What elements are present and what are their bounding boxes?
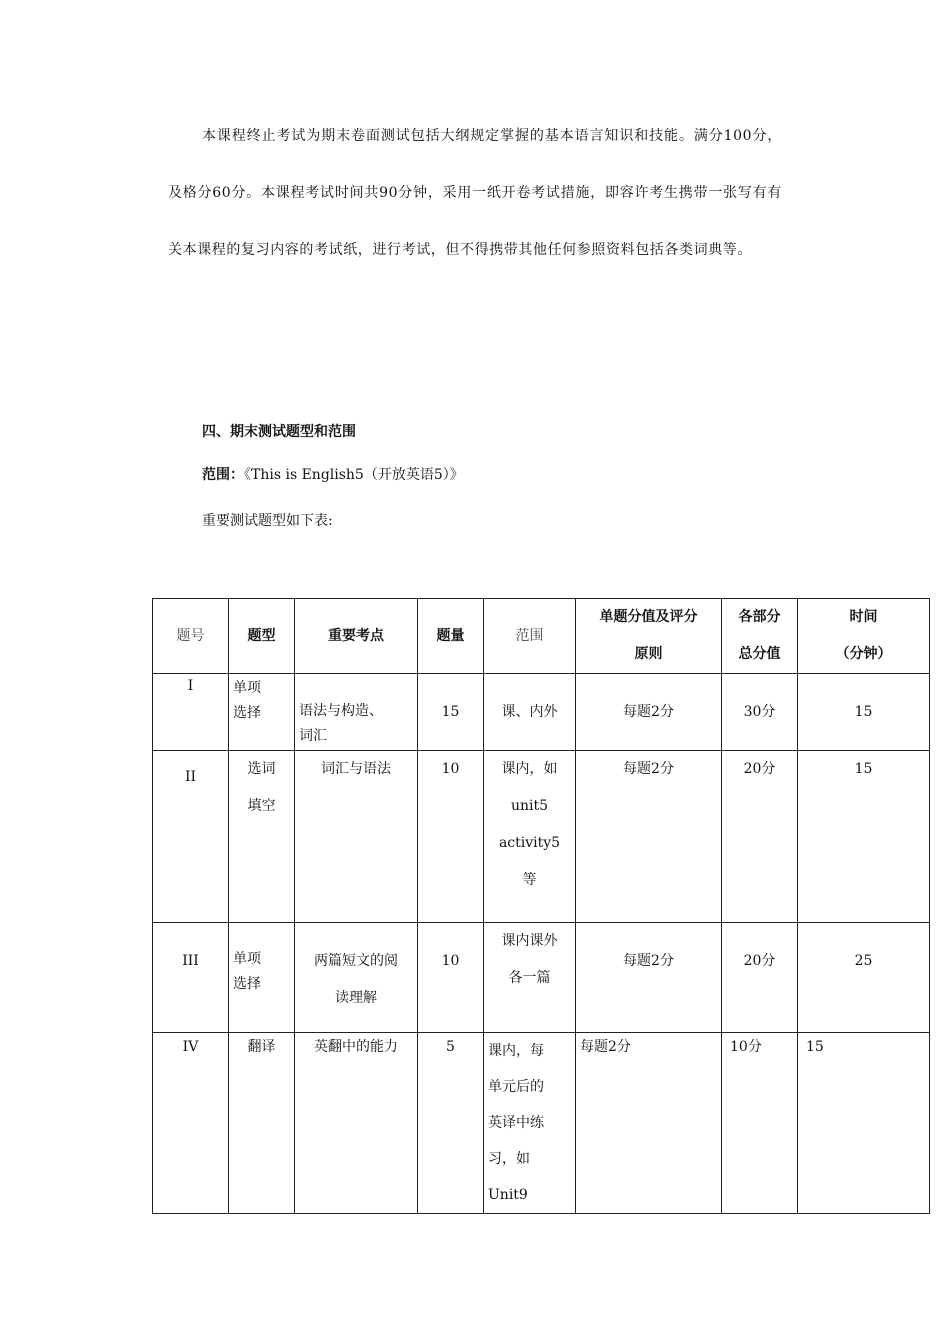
header-score-rule-line2: 原则 bbox=[634, 646, 663, 662]
cell-count: 10 bbox=[418, 751, 484, 923]
cell-type-line: 填空 bbox=[247, 798, 276, 814]
header-points: 重要考点 bbox=[295, 599, 418, 674]
cell-points: 词汇与语法 bbox=[295, 751, 418, 923]
cell-score: 每题2分 bbox=[576, 1033, 722, 1214]
cell-range-line: 单元后的 bbox=[488, 1079, 544, 1095]
cell-points bbox=[295, 923, 418, 1033]
cell-range-line: 课内，每 bbox=[488, 1043, 544, 1059]
cell-no: I bbox=[153, 674, 229, 751]
header-time-line1: 时间 bbox=[849, 609, 878, 625]
table-row bbox=[153, 1033, 930, 1214]
cell-type-line: 选择 bbox=[233, 705, 261, 721]
header-score-rule bbox=[576, 599, 722, 674]
cell-score: 每题2分 bbox=[576, 751, 722, 923]
cell-type-line: 单项 bbox=[233, 951, 261, 967]
cell-type bbox=[229, 674, 295, 751]
cell-type bbox=[229, 751, 295, 923]
cell-range-line: activity5 bbox=[498, 835, 561, 851]
intro-paragraph: 本课程终止考试为期末卷面测试包括大纲规定掌握的基本语言知识和技能。满分100分，及格分60分。本课程考试时间共90分钟，采用一纸开卷考试措施，即容许考生携带一张写有有关本课程的复习内容的考试纸，进行考试，但不得携带其他任何参照资料包括各类词典等。 bbox=[168, 128, 782, 258]
cell-type: 翻译 bbox=[229, 1033, 295, 1214]
header-total-line1: 各部分 bbox=[738, 609, 781, 625]
header-no: 题号 bbox=[153, 599, 229, 674]
cell-type-line: 选择 bbox=[233, 976, 261, 992]
cell-time: 15 bbox=[798, 674, 930, 751]
cell-range-line: unit5 bbox=[510, 798, 549, 814]
cell-total: 20分 bbox=[722, 923, 798, 1033]
cell-points: 英翻中的能力 bbox=[295, 1033, 418, 1214]
cell-count: 15 bbox=[418, 674, 484, 751]
cell-time: 15 bbox=[798, 1033, 930, 1214]
cell-score: 每题2分 bbox=[576, 674, 722, 751]
header-range: 范围 bbox=[484, 599, 576, 674]
cell-range-line: 课内，如 bbox=[501, 761, 558, 777]
cell-type-line: 选词 bbox=[247, 761, 276, 777]
cell-type bbox=[229, 923, 295, 1033]
cell-range bbox=[484, 751, 576, 923]
header-time bbox=[798, 599, 930, 674]
table-header-row bbox=[153, 599, 930, 674]
table-row bbox=[153, 751, 930, 923]
cell-range-line: Unit9 bbox=[488, 1187, 528, 1203]
cell-range-line: 英译中练 bbox=[488, 1115, 544, 1131]
scope-value: 《This is English5（开放英语5）》 bbox=[244, 467, 464, 483]
cell-total: 10分 bbox=[722, 1033, 798, 1214]
cell-no: IV bbox=[153, 1033, 229, 1214]
cell-type-line: 单项 bbox=[233, 680, 261, 696]
cell-points bbox=[295, 674, 418, 751]
scope-line bbox=[202, 464, 464, 484]
table-row bbox=[153, 923, 930, 1033]
cell-total: 30分 bbox=[722, 674, 798, 751]
cell-no: III bbox=[153, 923, 229, 1033]
cell-time: 25 bbox=[798, 923, 930, 1033]
header-score-rule-line1: 单题分值及评分 bbox=[599, 609, 698, 625]
cell-points-line: 语法与构造、 bbox=[299, 703, 383, 719]
section-heading: 四、期末测试题型和范围 bbox=[202, 424, 356, 440]
cell-range: 课、内外 bbox=[484, 674, 576, 751]
cell-points-line: 词汇 bbox=[299, 728, 327, 744]
table-caption: 重要测试题型如下表: bbox=[202, 513, 333, 529]
header-total-line2: 总分值 bbox=[738, 646, 781, 662]
header-time-line2: （分钟） bbox=[835, 646, 892, 662]
table-row bbox=[153, 674, 930, 751]
header-type: 题型 bbox=[229, 599, 295, 674]
exam-structure-table bbox=[152, 598, 930, 1214]
cell-total: 20分 bbox=[722, 751, 798, 923]
cell-time: 15 bbox=[798, 751, 930, 923]
cell-score: 每题2分 bbox=[576, 923, 722, 1033]
header-total bbox=[722, 599, 798, 674]
cell-count: 10 bbox=[418, 923, 484, 1033]
cell-no: II bbox=[153, 751, 229, 923]
cell-range-line: 等 bbox=[522, 872, 537, 888]
cell-range-line: 课内课外 bbox=[501, 933, 558, 949]
header-count: 题量 bbox=[418, 599, 484, 674]
cell-count: 5 bbox=[418, 1033, 484, 1214]
cell-range-line: 习，如 bbox=[488, 1151, 530, 1167]
cell-range-line: 各一篇 bbox=[508, 970, 551, 986]
scope-label: 范围： bbox=[202, 467, 244, 483]
cell-points-line: 读理解 bbox=[335, 990, 377, 1006]
cell-points-line: 两篇短文的阅 bbox=[314, 953, 398, 969]
cell-range bbox=[484, 923, 576, 1033]
cell-range bbox=[484, 1033, 576, 1214]
